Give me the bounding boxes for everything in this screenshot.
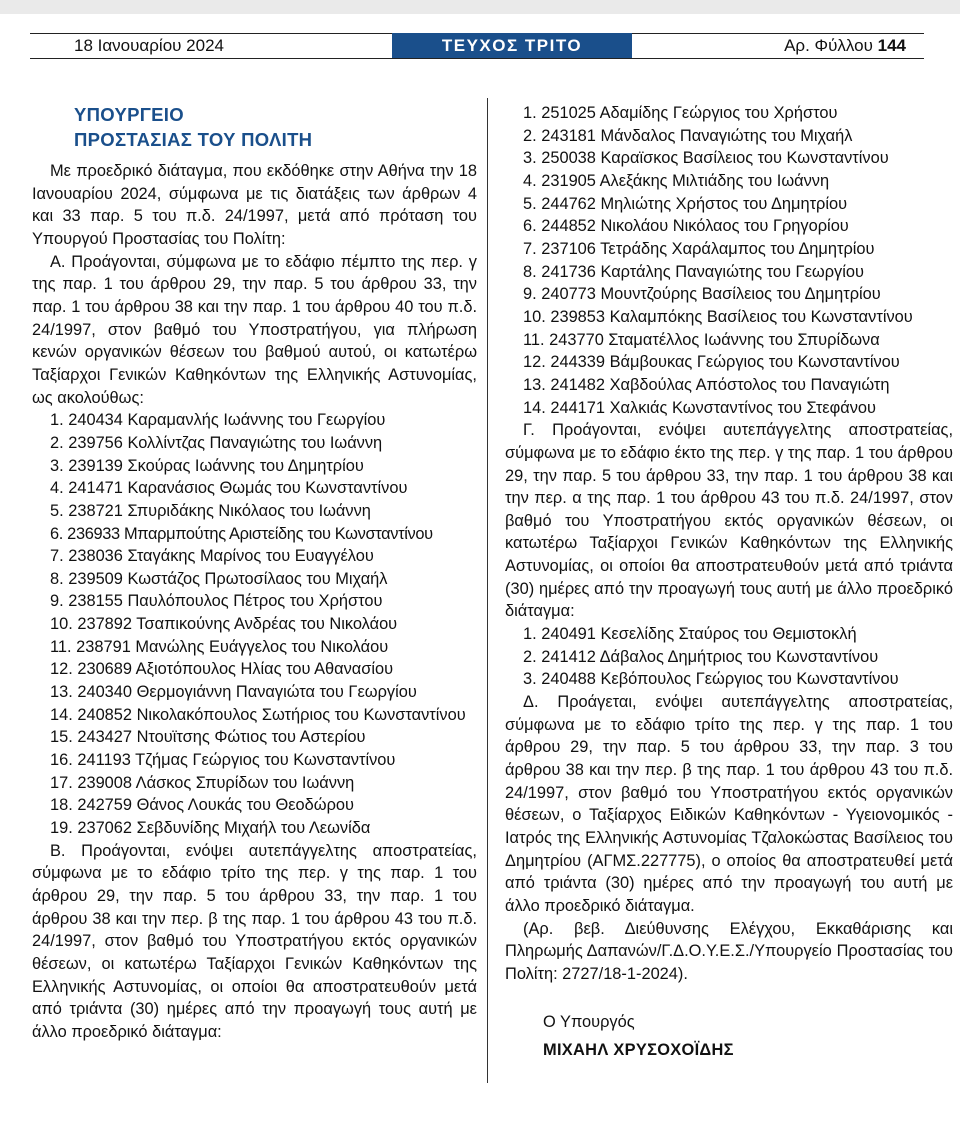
list-item: 4. 241471 Καρανάσιος Θωμάς του Κωνσταντίνου bbox=[50, 479, 408, 498]
ministry-line-2: ΠΡΟΣΤΑΣΙΑΣ ΤΟΥ ΠΟΛΙΤΗ bbox=[74, 129, 313, 150]
list-item: 1. 251025 Αδαμίδης Γεώργιος του Χρήστου bbox=[523, 104, 838, 122]
ministry-heading bbox=[32, 102, 477, 152]
list-item: 12. 230689 Αξιοτόπουλος Ηλίας του Αθανασίου bbox=[50, 660, 394, 679]
list-item: 4. 231905 Αλεξάκης Μιλτιάδης του Ιωάννη bbox=[523, 171, 830, 190]
list-item: 17. 239008 Λάσκος Σπυρίδων του Ιωάννη bbox=[50, 773, 355, 792]
list-item: 13. 240340 Θερμογιάννη Παναγιώτα του Γεωργίου bbox=[50, 683, 417, 702]
list-item: 3. 240488 Κεβόπουλος Γεώργιος του Κωνσταντίνου bbox=[523, 670, 899, 689]
list-item: 6. 236933 Μπαρμπούτης Αριστείδης του Κωνσταντίνου bbox=[50, 524, 433, 543]
section-b-list bbox=[505, 102, 953, 419]
section-c-paragraph: Γ. Προάγονται, ενόψει αυτεπάγγελτης αποστρατείας, σύμφωνα με το εδάφιο έκτο της περ. γ της παρ. 1 του άρθρου 29, την παρ. 5 του άρθρου 33, την παρ. 1 του άρθρου 38 και την περ. α της παρ. 1 του άρθρου 43 του π.δ. 24/1997, στον βαθμό του Υποστρατήγου εκτός οργανικών θέσεων, οι κατωτέρω Ταξίαρχοι Γενικών Καθηκόντων της Ελληνικής Αστυνομίας, οι οποίοι θα αποστρατευθούν μετά από τριάντα (30) ημέρες από την προαγωγή τους αυτή με άλλο προεδρικό διάταγμα: bbox=[505, 421, 953, 621]
section-d-paragraph: Δ. Προάγεται, ενόψει αυτεπάγγελτης αποστρατείας, σύμφωνα με το εδάφιο τρίτο της περ. γ της παρ. 1 του άρθρου 29, την παρ. 5 του άρθρου 33, την παρ. 3 του άρθρου 38 και την περ. β της παρ. 1 του άρθρου 43 του π.δ. 24/1997, στον βαθμό του Υποστρατήγου εκτός οργανικών θέσεων, ο Ταξίαρχος Ειδικών Καθηκόντων - Υγειονομικός - Ιατρός της Ελληνικής Αστυνομίας Τζαλοκώστας Βασίλειος του Δημητρίου (ΑΓΜΣ.227775), ο οποίος θα αποστρατευθεί μετά από τριάντα (30) ημέρες από την προαγωγή του αυτή με άλλο προεδρικό διάταγμα. bbox=[505, 693, 953, 915]
signature-role: Ο Υπουργός bbox=[543, 1012, 635, 1031]
list-item: 5. 244762 Μηλιώτης Χρήστος του Δημητρίου bbox=[523, 194, 848, 213]
list-item: 3. 250038 Καραϊσκος Βασίλειος του Κωνσταντίνου bbox=[523, 149, 889, 168]
list-item: 18. 242759 Θάνος Λουκάς του Θεοδώρου bbox=[50, 796, 354, 815]
list-item: 7. 238036 Σταγάκης Μαρίνος του Ευαγγέλου bbox=[50, 547, 374, 566]
left-column bbox=[32, 102, 477, 1044]
list-item: 12. 244339 Βάμβουκας Γεώργιος του Κωνσταντίνου bbox=[523, 353, 900, 372]
list-item: 2. 243181 Μάνδαλος Παναγιώτης του Μιχαήλ bbox=[523, 126, 853, 145]
section-a-list bbox=[32, 409, 477, 839]
list-item: 2. 239756 Κολλίντζας Παναγιώτης του Ιωάννη bbox=[50, 433, 383, 452]
list-item: 9. 240773 Μουντζούρης Βασίλειος του Δημητρίου bbox=[523, 285, 881, 304]
section-c-list bbox=[505, 623, 953, 691]
issue-title: ΤΕΥΧΟΣ ΤΡΙΤΟ bbox=[441, 36, 583, 55]
sheet-label: Αρ. Φύλλου bbox=[784, 36, 873, 55]
verification-note: (Αρ. βεβ. Διεύθυνσης Ελέγχου, Εκκαθάρισης και Πληρωμής Δαπανών/Γ.Δ.Ο.Υ.Ε.Σ./Υπουργείο Προστασίας του Πολίτη: 2727/18-1-2024). bbox=[505, 919, 953, 983]
list-item: 6. 244852 Νικολάου Νικόλαος του Γρηγορίου bbox=[523, 217, 849, 236]
list-item: 14. 244171 Χαλκιάς Κωνσταντίνος του Στεφάνου bbox=[523, 398, 876, 417]
sheet-number-block bbox=[784, 36, 906, 56]
issue-title-band bbox=[392, 33, 632, 58]
list-item: 13. 241482 Χαβδούλας Απόστολος του Παναγιώτη bbox=[523, 375, 890, 394]
list-item: 9. 238155 Παυλόπουλος Πέτρος του Χρήστου bbox=[50, 592, 383, 611]
sheet-number: 144 bbox=[877, 36, 906, 55]
list-item: 1. 240434 Καραμανλής Ιωάννης του Γεωργίου bbox=[50, 411, 386, 430]
list-item: 8. 241736 Καρτάλης Παναγιώτης του Γεωργίου bbox=[523, 262, 864, 281]
gazette-header bbox=[30, 33, 924, 59]
list-item: 19. 237062 Σεβδυνίδης Μιχαήλ του Λεωνίδα bbox=[50, 819, 371, 838]
list-item: 5. 238721 Σπυριδάκης Νικόλαος του Ιωάννη bbox=[50, 501, 371, 520]
section-a-paragraph: Α. Προάγονται, σύμφωνα με το εδάφιο πέμπτο της περ. γ της παρ. 1 του άρθρου 29, την παρ. 5 του άρθρου 33, την παρ. 1 του άρθρου 38 και την παρ. 1 του άρθρου 40 του π.δ. 24/1997, στον βαθμό του Υποστρατήγου, για πλήρωση κενών οργανικών θέσεων του βαθμού αυτού, οι κατωτέρω Ταξίαρχοι Γενικών Καθηκόντων της Ελληνικής Αστυνομίας, ως ακολούθως: bbox=[32, 252, 477, 407]
right-column bbox=[505, 102, 953, 1062]
issue-date: 18 Ιανουαρίου 2024 bbox=[74, 36, 225, 55]
top-strip bbox=[0, 0, 960, 14]
list-item: 16. 241193 Τζήμας Γεώργιος του Κωνσταντίνου bbox=[50, 751, 396, 770]
list-item: 10. 239853 Καλαμπόκης Βασίλειος του Κωνσταντίνου bbox=[523, 307, 913, 326]
section-b-paragraph: Β. Προάγονται, ενόψει αυτεπάγγελτης αποστρατείας, σύμφωνα με το εδάφιο τρίτο της περ. γ της παρ. 1 του άρθρου 29, την παρ. 5 του άρθρου 33, την παρ. 1 του άρθρου 38 και την περ. β της παρ. 1 του άρθρου 43 του π.δ. 24/1997, στον βαθμό του Υποστρατήγου εκτός οργανικών θέσεων, οι κατωτέρω Ταξίαρχοι Γενικών Καθηκόντων της Ελληνικής Αστυνομίας, οι οποίοι θα αποστρατευθούν μετά από τριάντα (30) ημέρες από την προαγωγή τους αυτή με άλλο προεδρικό διάταγμα: bbox=[32, 841, 477, 1041]
column-divider bbox=[487, 98, 488, 1083]
list-item: 3. 239139 Σκούρας Ιωάννης του Δημητρίου bbox=[50, 456, 364, 475]
ministry-line-1: ΥΠΟΥΡΓΕΙΟ bbox=[74, 104, 184, 125]
list-item: 11. 238791 Μανώλης Ευάγγελος του Νικολάου bbox=[50, 637, 389, 656]
list-item: 11. 243770 Σταματέλλος Ιωάννης του Σπυρίδωνα bbox=[523, 330, 880, 349]
list-item: 7. 237106 Τετράδης Χαράλαμπος του Δημητρίου bbox=[523, 239, 875, 258]
list-item: 15. 243427 Ντουϊτσης Φώτιος του Αστερίου bbox=[50, 728, 366, 747]
list-item: 10. 237892 Τσαπικούνης Ανδρέας του Νικολάου bbox=[50, 615, 398, 634]
list-item: 2. 241412 Δάβαλος Δημήτριος του Κωνσταντίνου bbox=[523, 647, 879, 666]
signature-name: ΜΙΧΑΗΛ ΧΡΥΣΟΧΟΪΔΗΣ bbox=[543, 1041, 734, 1060]
list-item: 14. 240852 Νικολακόπουλος Σωτήριος του Κωνσταντίνου bbox=[50, 705, 466, 724]
list-item: 1. 240491 Κεσελίδης Σταύρος του Θεμιστοκλή bbox=[523, 625, 857, 644]
intro-paragraph: Με προεδρικό διάταγμα, που εκδόθηκε στην Αθήνα την 18 Ιανουαρίου 2024, σύμφωνα με τις διατάξεις των άρθρων 4 και 33 παρ. 5 του π.δ. 24/1997, μετά από πρόταση του Υπουργού Προστασίας του Πολίτη: bbox=[32, 162, 477, 248]
list-item: 8. 239509 Κωστάζος Πρωτοσίλαος του Μιχαήλ bbox=[50, 569, 388, 588]
